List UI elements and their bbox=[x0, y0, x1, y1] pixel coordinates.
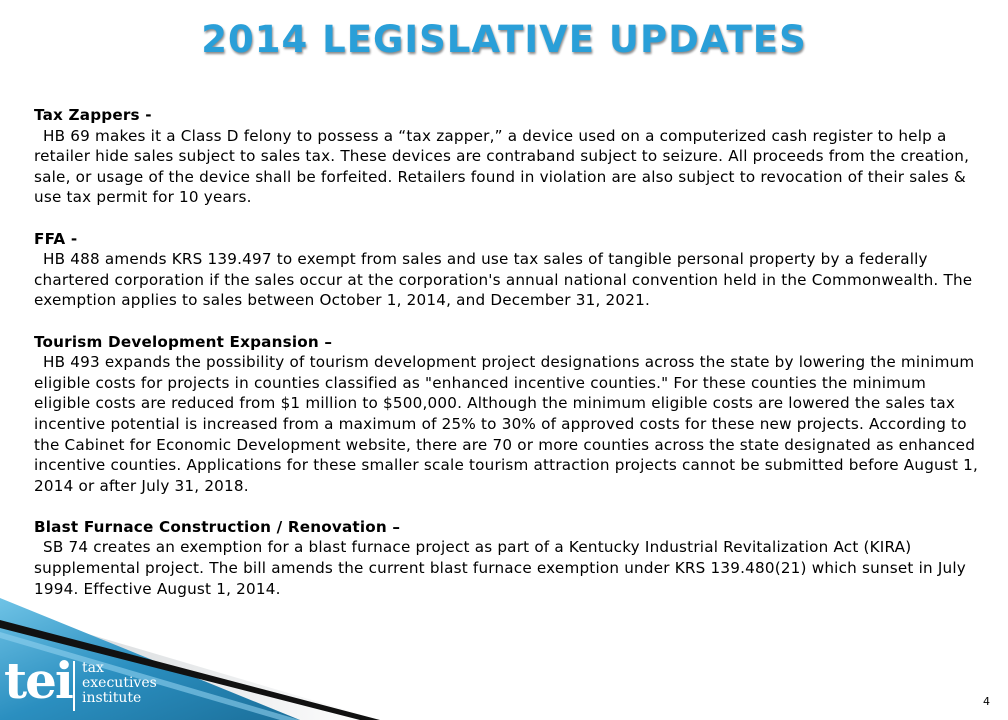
section-tourism-development bbox=[34, 332, 984, 497]
section-heading: Tourism Development Expansion – bbox=[34, 332, 333, 351]
section-body: HB 493 expands the possibility of tourism development project designations across the state by lowering the minimum eligible costs for projects in counties classified as "enhanced incentive counties." For these counties the minimum eligible costs are reduced from $1 million to $500,000. Although the minimum eligible costs are lowered the sales tax incentive potential is increased from a maximum of 25% to 30% of approved costs for these new projects. According to the Cabinet for Economic Development website, there are 70 or more counties across the state designated as enhanced incentive counties. Applications for these smaller scale tourism attraction projects cannot be submitted before August 1, 2014 or after July 31, 2018. bbox=[34, 353, 979, 495]
section-body: HB 488 amends KRS 139.497 to exempt from sales and use tax sales of tangible personal property by a federally chartered corporation if the sales occur at the corporation's annual national convention held in the Commonwealth. The exemption applies to sales between October 1, 2014, and December 31, 2021. bbox=[34, 250, 973, 310]
slide-title: 2014 LEGISLATIVE UPDATES bbox=[201, 18, 807, 61]
section-heading: Tax Zappers - bbox=[34, 106, 152, 124]
logo-word-institute: institute bbox=[82, 690, 142, 706]
section-heading: Blast Furnace Construction / Renovation – bbox=[34, 517, 401, 536]
logo-word-tax: tax bbox=[82, 660, 104, 676]
tei-logo-icon: tei bbox=[4, 651, 72, 710]
section-body: HB 69 makes it a Class D felony to possess a “tax zapper,” a device used on a computerized cash register to help a retailer hide sales subject to sales tax. These devices are contraband subject to seizure. All proceeds from the creation, sale, or usage of the device shall be forfeited. Retailers found in violation are also subject to revocation of their sales & use tax permit for 10 years. bbox=[34, 126, 970, 207]
section-body: SB 74 creates an exemption for a blast furnace project as part of a Kentucky Industrial Revitalization Act (KIRA) supplemental project. The bill amends the current blast furnace exemption under KRS 139.480(21) which sunset in July 1994. Effective August 1, 2014. bbox=[34, 538, 966, 598]
page-number: 4 bbox=[983, 695, 990, 708]
section-heading: FFA - bbox=[34, 229, 78, 248]
logo-wordmark bbox=[82, 661, 157, 706]
logo-divider bbox=[73, 661, 75, 711]
section-ffa bbox=[34, 229, 984, 311]
logo-word-executives: executives bbox=[82, 675, 157, 691]
tei-logo bbox=[0, 651, 200, 715]
section-tax-zappers bbox=[34, 105, 984, 208]
slide-content bbox=[34, 105, 984, 620]
